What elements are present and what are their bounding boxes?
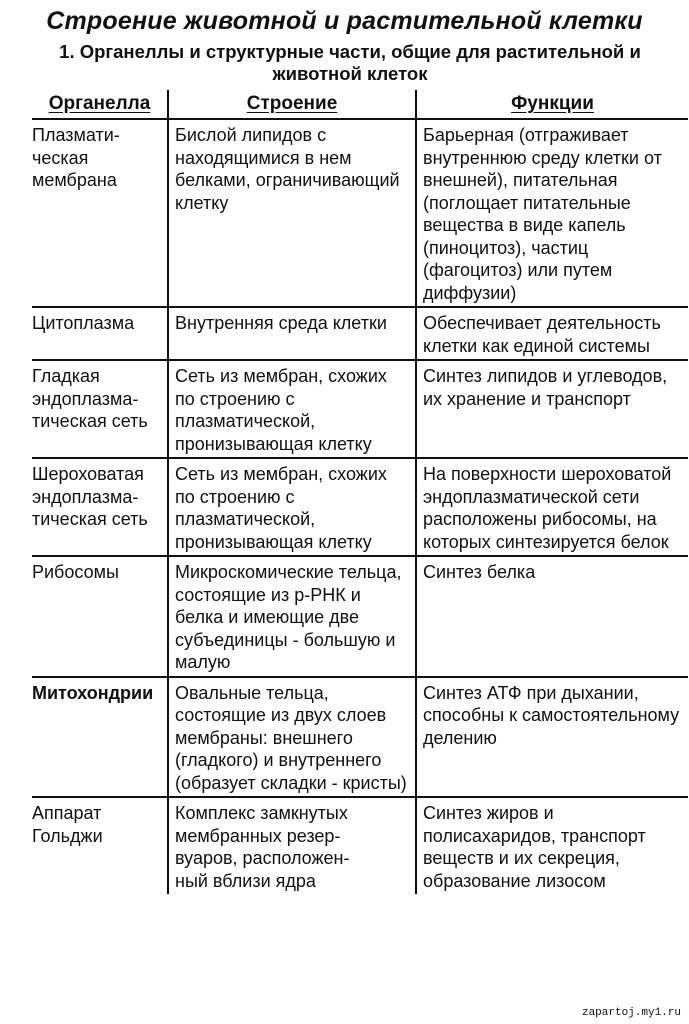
cell-organelle: Цитоплазма [32, 307, 168, 360]
table-row [32, 797, 688, 894]
header-organelle: Органелла [32, 90, 168, 119]
cell-organelle: Плазмати- ческая мембрана [32, 119, 168, 307]
cell-structure: Сеть из мембран, схожих по строению с плазматической, пронизывающая клетку [168, 360, 416, 458]
cell-functions: Синтез АТФ при дыхании, способны к самостоятельному делению [416, 677, 688, 798]
header-functions: Функции [416, 90, 688, 119]
cell-structure: Микроскомические тельца, состоящие из р-РНК и белка и имеющие две субъединицы - большую и малую [168, 556, 416, 677]
table-row [32, 119, 688, 307]
table-row [32, 677, 688, 798]
cell-structure: Внутренняя среда клетки [168, 307, 416, 360]
table-row [32, 458, 688, 556]
cell-structure: Овальные тельца, состоящие из двух слоев мембраны: внешнего (гладкого) и внутреннего (образует складки - кристы) [168, 677, 416, 798]
site-watermark: zapartoj.my1.ru [581, 1007, 681, 1019]
cell-functions: Синтез белка [416, 556, 688, 677]
cell-structure: Бислой липидов с находящимися в нем белками, ограничивающий клетку [168, 119, 416, 307]
cell-functions: Обеспечивает деятельность клетки как единой системы [416, 307, 688, 360]
cell-organelle: Митохондрии [32, 677, 168, 798]
cell-organelle: Рибосомы [32, 556, 168, 677]
cell-functions: Синтез жиров и полисахаридов, транспорт веществ и их секреция, образование лизосом [416, 797, 688, 894]
table-header-row [32, 90, 688, 119]
table-row [32, 556, 688, 677]
cell-functions: На поверхности шероховатой эндоплазматической сети расположены рибосомы, на которых синтезируется белок [416, 458, 688, 556]
cell-organelle: Гладкая эндоплазма- тическая сеть [32, 360, 168, 458]
cell-organelle: Шероховатая эндоплазма- тическая сеть [32, 458, 168, 556]
section-subtitle: 1. Органеллы и структурные части, общие для растительной и животной клеток [59, 41, 641, 84]
cell-functions: Синтез липидов и углеводов, их хранение и транспорт [416, 360, 688, 458]
table-row [32, 360, 688, 458]
header-structure: Строение [168, 90, 416, 119]
cell-functions: Барьерная (отграживает внутреннюю среду клетки от внешней), питательная (поглощает питательные вещества в виде капель (пиноцитоз), частиц (фагоцитоз) или путем диффузии) [416, 119, 688, 307]
table-row [32, 307, 688, 360]
cell-organelle: Аппарат Гольджи [32, 803, 103, 846]
cell-structure: Сеть из мембран, схожих по строению с плазматической, пронизывающая клетку [168, 458, 416, 556]
organelles-table [32, 90, 688, 894]
document-title: Строение животной и растительной клетки [46, 7, 643, 35]
cell-structure: Комплекс замкнутых мембранных резер- вуаров, расположен- ный вблизи ядра [168, 797, 416, 894]
